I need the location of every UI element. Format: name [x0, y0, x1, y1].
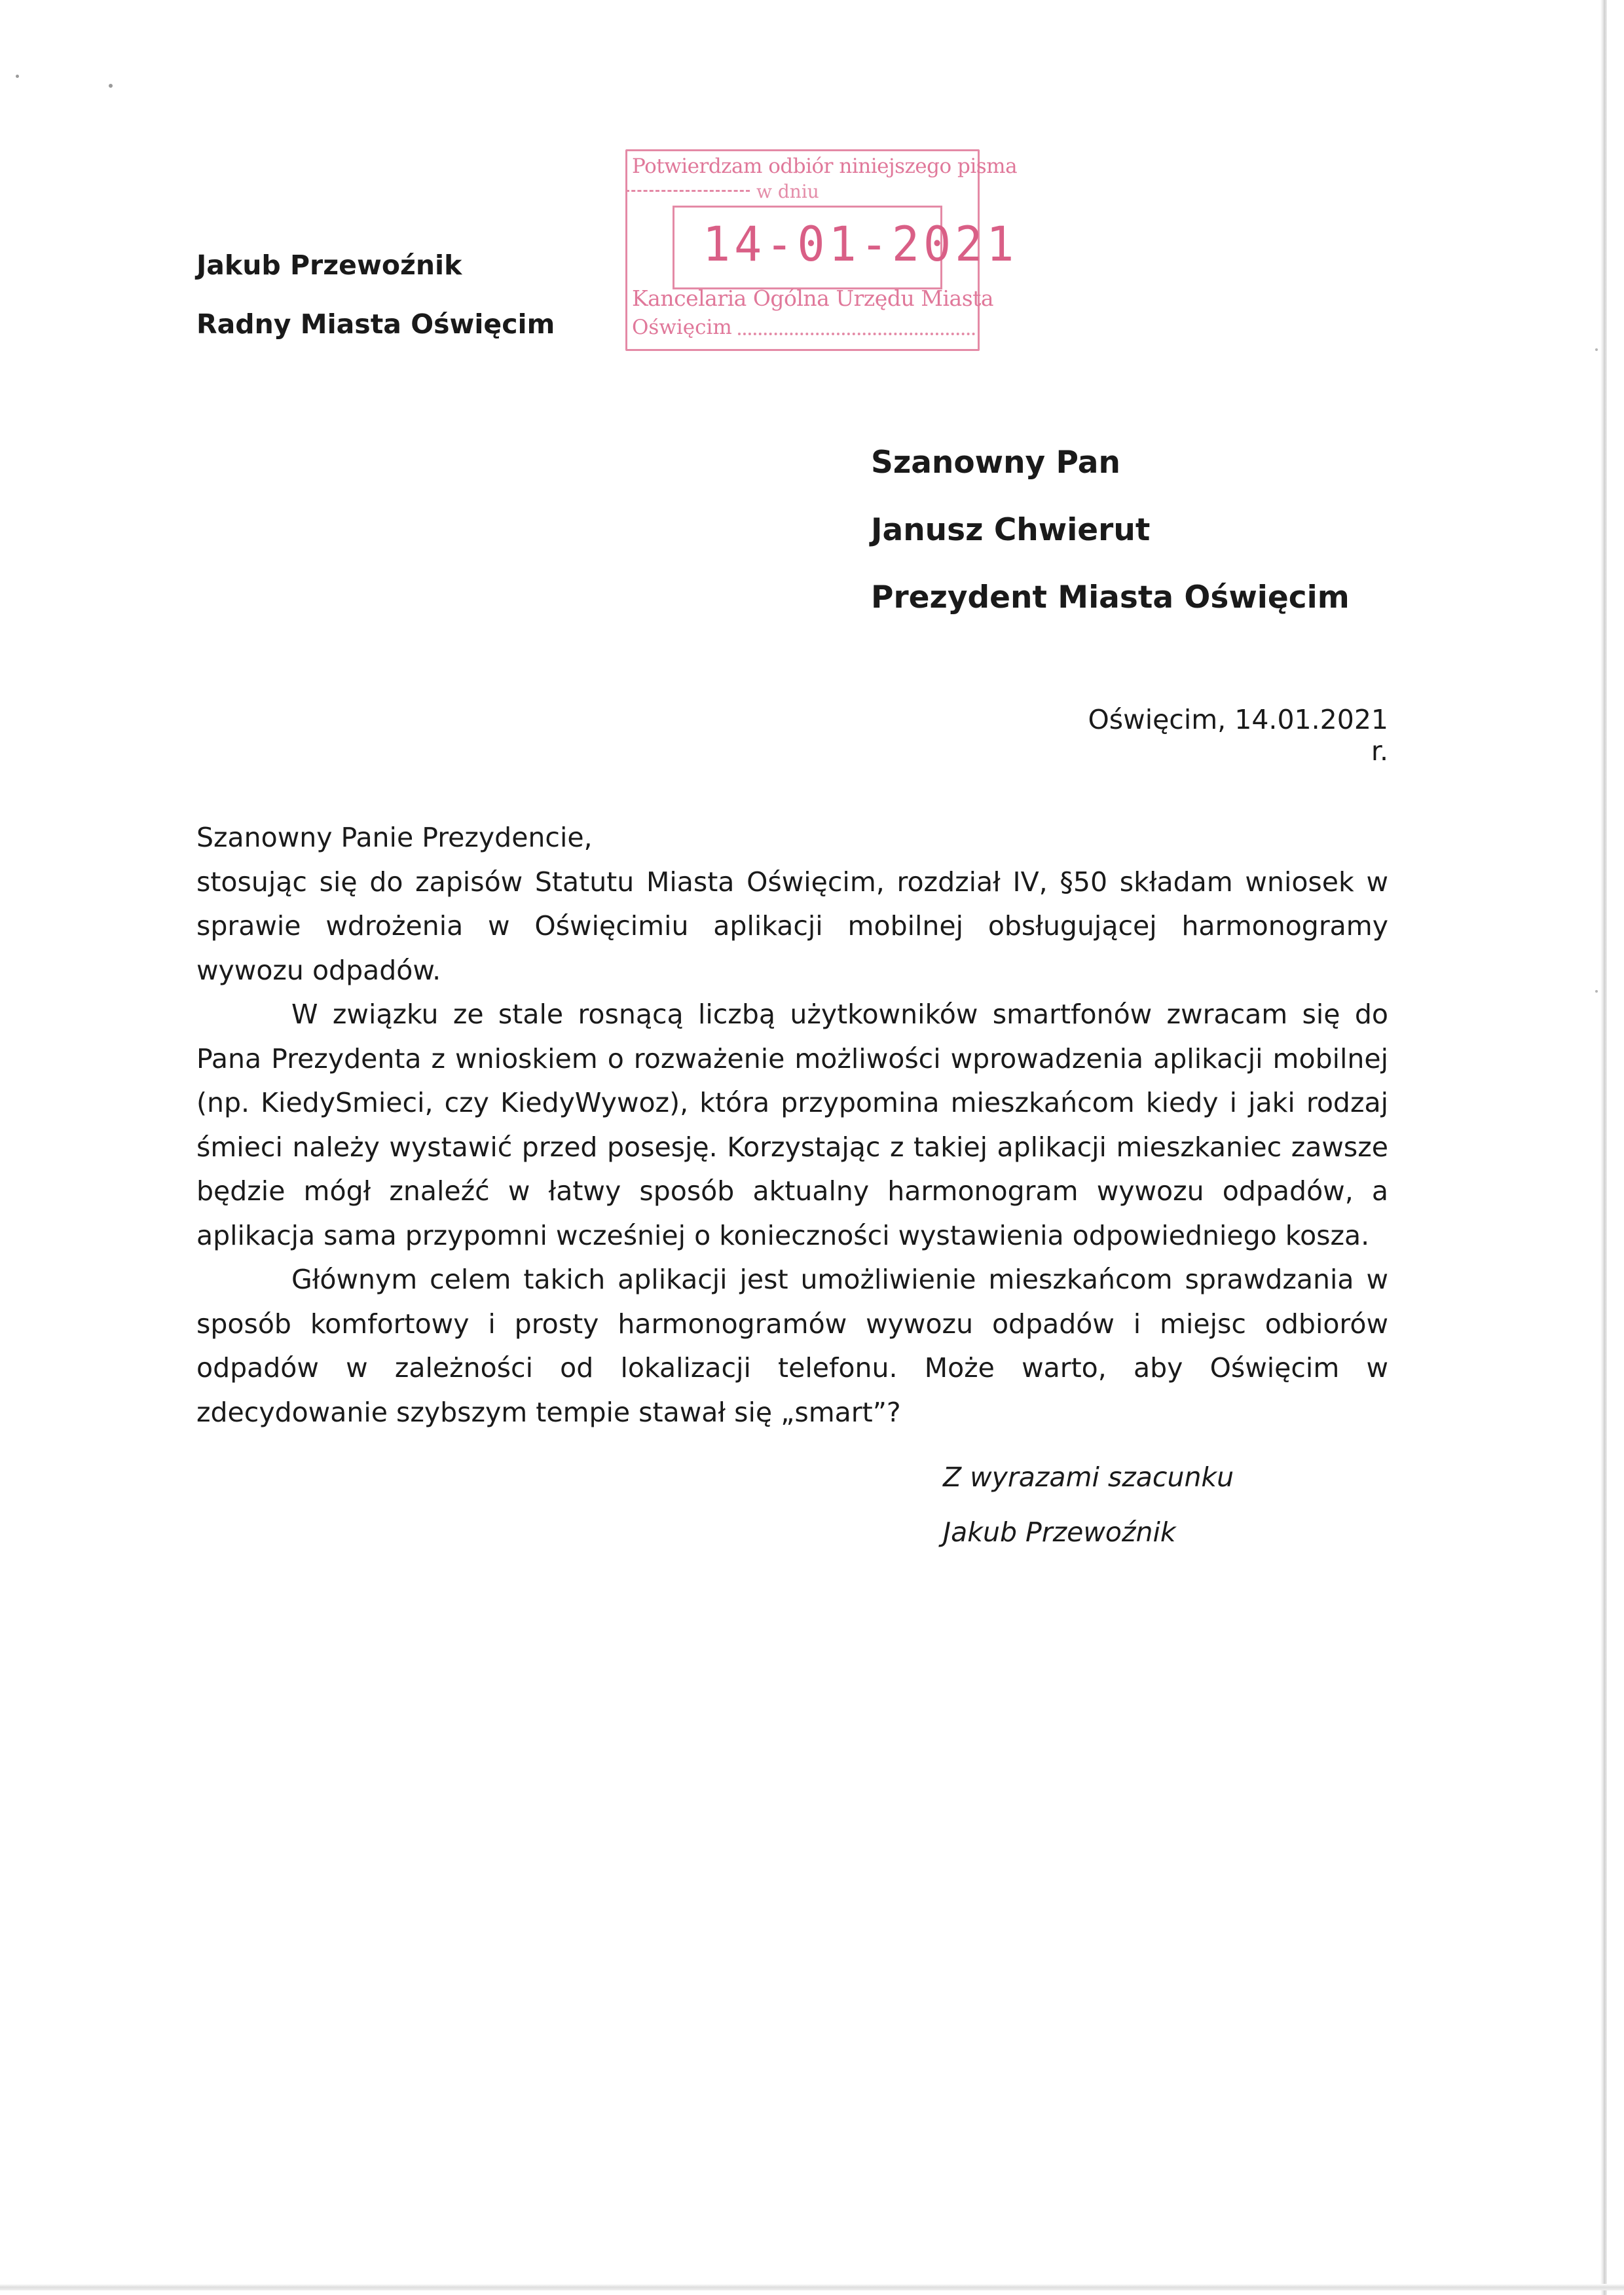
stamp-office-text: Kancelaria Ogólna Urzędu Miasta — [632, 285, 994, 311]
sender-name: Jakub Przewoźnik — [196, 249, 462, 281]
addressee-title: Prezydent Miasta Oświęcim — [871, 579, 1350, 615]
stamp-dotted-line — [738, 333, 975, 335]
closing-phrase: Z wyrazami szacunku — [943, 1461, 1234, 1493]
paragraph-justification: W związku ze stale rosnącą liczbą użytkowników smartfonów zwracam się do Pana Prezydenta z wnioskiem o rozważenie możliwości wprowadzenia aplikacji mobilnej (np. KiedySmieci, czy KiedyWywoz), która przypomina mieszkańcom kiedy i jaki rodzaj śmieci należy wystawić przed posesję. Korzystając z takiej aplikacji mieszkaniec zawsze będzie mógł znaleźć w łatwy sposób aktualny harmonogram wywozu odpadów, a aplikacja sama przypomni wcześniej o konieczności wystawienia odpowiedniego kosza. — [196, 999, 1388, 1251]
scan-edge-bottom — [0, 2284, 1624, 2290]
stamp-on-day-text: w dniu — [756, 181, 819, 202]
stamp-dash-line — [625, 190, 750, 192]
closing-signature: Jakub Przewoźnik — [943, 1516, 1176, 1548]
greeting: Szanowny Panie Prezydencie, — [196, 822, 593, 853]
stamp-confirmation-text: Potwierdzam odbiór niniejszego pisma — [632, 155, 1018, 178]
addressee-block — [871, 429, 1350, 631]
addressee-salutation: Szanowny Pan — [871, 445, 1120, 481]
scan-speck — [16, 75, 19, 78]
letter-body — [196, 816, 1388, 1435]
receipt-stamp — [625, 145, 1018, 354]
stamp-city-text: Oświęcim — [632, 316, 732, 339]
stamp-date: 14-01-2021 — [703, 215, 1018, 273]
paragraph-purpose: Głównym celem takich aplikacji jest umożliwienie mieszkańcom sprawdzania w sposób komfortowy i prosty harmonogramów wywozu odpadów i miejsc odbiorów odpadów w zależności od lokalizacji telefonu. Może warto, aby Oświęcim w zdecydowanie szybszym tempie stawał się „smart”? — [196, 1264, 1388, 1428]
sender-title: Radny Miasta Oświęcim — [196, 308, 555, 340]
scan-speck — [109, 84, 113, 88]
sender-block — [196, 236, 555, 354]
scan-speck — [1595, 348, 1598, 351]
paragraph-request: stosując się do zapisów Statutu Miasta Oświęcim, rozdział IV, §50 składam wniosek w sprawie wdrożenia w Oświęcimiu aplikacji mobilnej obsługującej harmonogramy wywozu odpadów. — [196, 866, 1388, 986]
place-date: Oświęcim, 14.01.2021 r. — [1088, 704, 1388, 767]
closing-block — [943, 1450, 1234, 1560]
scan-edge-right — [1600, 0, 1607, 2295]
scan-speck — [1595, 990, 1598, 993]
addressee-name: Janusz Chwierut — [871, 512, 1151, 548]
